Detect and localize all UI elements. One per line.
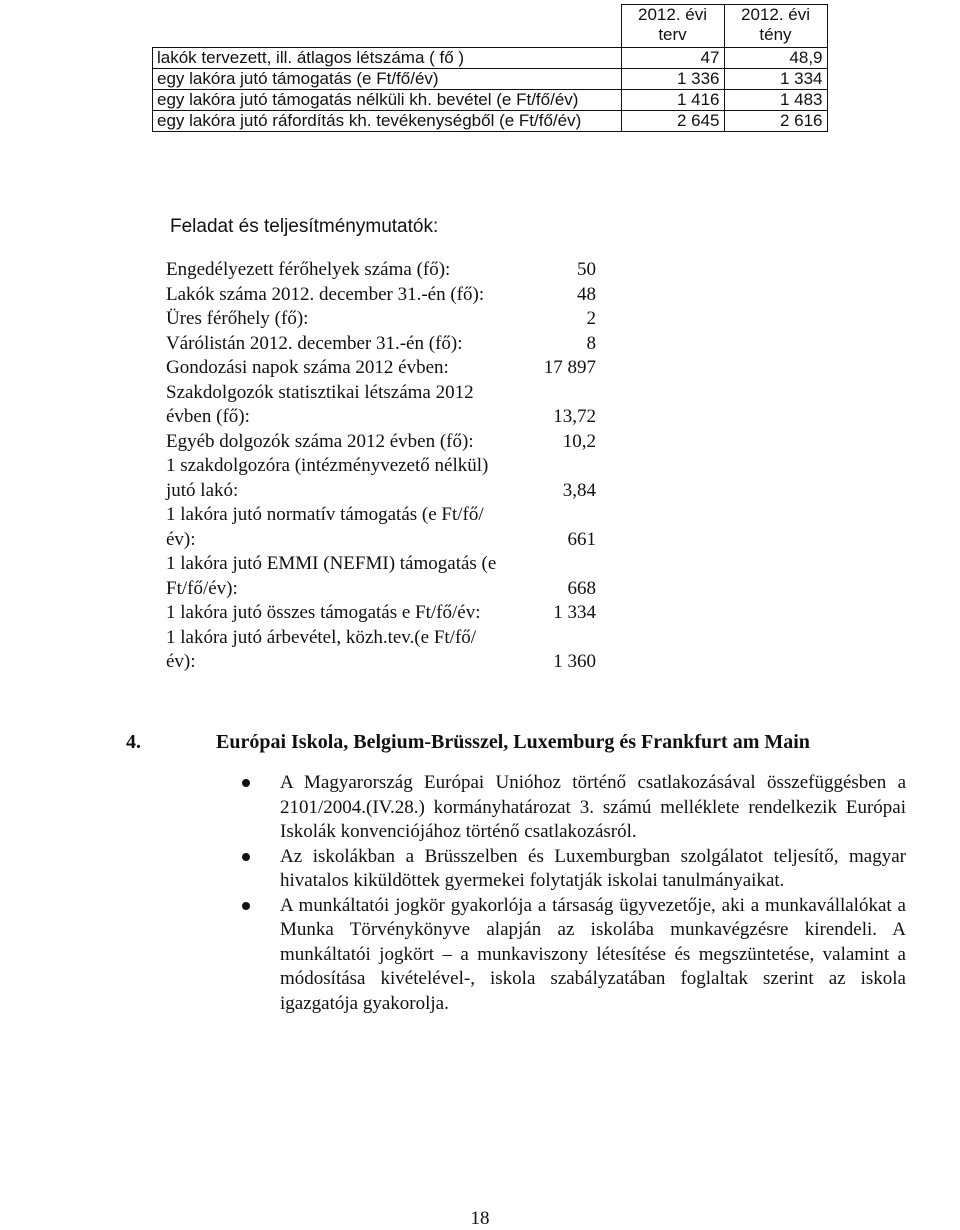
row-teny-value: 48,9 xyxy=(724,48,827,69)
indicator-row xyxy=(166,283,606,308)
row-teny-value: 1 334 xyxy=(724,69,827,90)
row-teny-value: 1 483 xyxy=(724,90,827,111)
row-teny-value: 2 616 xyxy=(724,111,827,132)
indicator-label: Egyéb dolgozók száma 2012 évben (fő): xyxy=(166,430,474,452)
table-header-terv: 2012. évi terv xyxy=(621,5,724,48)
indicator-value: 17 897 xyxy=(543,357,596,378)
indicator-value: 1 360 xyxy=(553,651,596,672)
row-terv-value: 47 xyxy=(621,48,724,69)
row-label: lakók tervezett, ill. átlagos létszáma ( fő ) xyxy=(153,48,622,69)
bullet-icon xyxy=(242,853,250,861)
table-row xyxy=(153,69,828,90)
bullet-icon xyxy=(242,902,250,910)
indicator-label: Üres férőhely (fő): xyxy=(166,308,309,329)
list-item xyxy=(242,894,906,1017)
indicator-label: Engedélyezett férőhelyek száma (fő): xyxy=(166,259,451,280)
indicator-row xyxy=(166,552,606,601)
indicator-value: 13,72 xyxy=(553,406,596,427)
section-bullet-list xyxy=(242,771,906,1016)
list-item xyxy=(242,771,906,845)
indicator-value: 8 xyxy=(586,332,596,354)
table-header-row xyxy=(153,5,828,48)
page-number: 18 xyxy=(470,1208,490,1229)
indicator-value: 2 xyxy=(586,308,596,329)
indicator-row xyxy=(166,258,606,283)
indicator-label: 1 lakóra jutó összes támogatás e Ft/fő/év: xyxy=(166,602,481,623)
table-header-empty xyxy=(153,5,622,48)
indicator-row xyxy=(166,626,606,675)
indicator-row xyxy=(166,381,606,430)
indicator-label: Gondozási napok száma 2012 évben: xyxy=(166,357,449,378)
bullet-text: Az iskolákban a Brüsszelben és Luxemburgban szolgálatot teljesítő, magyar hivatalos kiküldöttek gyermekei folytatják iskolai tanulmányaikat. xyxy=(280,845,906,891)
indicator-row xyxy=(166,430,606,455)
staffing-cost-table xyxy=(152,4,828,132)
section-title: Európai Iskola, Belgium-Brüsszel, Luxemburg és Frankfurt am Main xyxy=(216,731,810,753)
indicator-label: 1 lakóra jutó normatív támogatás (e Ft/fő/év): xyxy=(166,504,484,550)
row-terv-value: 2 645 xyxy=(621,111,724,132)
table-row xyxy=(153,90,828,111)
bullet-text: A munkáltatói jogkör gyakorlója a társaság ügyvezetője, aki a munkavállalókat a Munka Törvénykönyve alapján az iskolába munkavégzésre kirendeli. A munkáltatói jogkört – a munkaviszony létesítése és megszüntetése, valamint a módosítása kivételével-, iskola szabályzatában foglaltak szerint az iskola igazgatója gyakorolja. xyxy=(280,894,906,1014)
indicator-value: 3,84 xyxy=(562,479,596,501)
indicator-value: 48 xyxy=(577,283,596,305)
indicator-row xyxy=(166,454,606,503)
row-label: egy lakóra jutó támogatás (e Ft/fő/év) xyxy=(153,69,622,90)
indicator-list xyxy=(166,258,606,675)
indicators-heading: Feladat és teljesítménymutatók: xyxy=(170,216,439,237)
indicator-value: 1 334 xyxy=(553,602,596,623)
indicator-label: 1 szakdolgozóra (intézményvezető nélkül) jutó lakó: xyxy=(166,455,489,501)
indicator-label: Várólistán 2012. december 31.-én (fő): xyxy=(166,332,463,354)
indicator-value: 661 xyxy=(567,528,596,550)
row-label: egy lakóra jutó ráfordítás kh. tevékenységből (e Ft/fő/év) xyxy=(153,111,622,132)
bullet-text: A Magyarország Európai Unióhoz történő csatlakozásával összefüggésben a 2101/2004.(IV.28.) kormányhatározat 3. számú melléklete rendelkezik Európai Iskolák konvenciójához történő csatlakozásról. xyxy=(280,772,906,842)
row-label: egy lakóra jutó támogatás nélküli kh. bevétel (e Ft/fő/év) xyxy=(153,90,622,111)
indicator-row xyxy=(166,601,606,626)
indicator-row xyxy=(166,356,606,381)
table-row xyxy=(153,111,828,132)
indicator-value: 10,2 xyxy=(562,430,596,452)
table-row xyxy=(153,48,828,69)
indicator-value: 50 xyxy=(577,259,596,280)
row-terv-value: 1 336 xyxy=(621,69,724,90)
bullet-icon xyxy=(242,779,250,787)
indicator-label: 1 lakóra jutó EMMI (NEFMI) támogatás (e Ft/fő/év): xyxy=(166,553,497,599)
list-item xyxy=(242,845,906,894)
section-number: 4. xyxy=(126,731,141,753)
indicator-row xyxy=(166,307,606,332)
indicator-row xyxy=(166,332,606,357)
indicator-label: 1 lakóra jutó árbevétel, közh.tev.(e Ft/fő/év): xyxy=(166,626,477,672)
indicator-label: Lakók száma 2012. december 31.-én (fő): xyxy=(166,283,485,305)
row-terv-value: 1 416 xyxy=(621,90,724,111)
indicator-row xyxy=(166,503,606,552)
indicator-label: Szakdolgozók statisztikai létszáma 2012 évben (fő): xyxy=(166,381,474,427)
indicator-value: 668 xyxy=(567,577,596,599)
table-header-teny: 2012. évi tény xyxy=(724,5,827,48)
